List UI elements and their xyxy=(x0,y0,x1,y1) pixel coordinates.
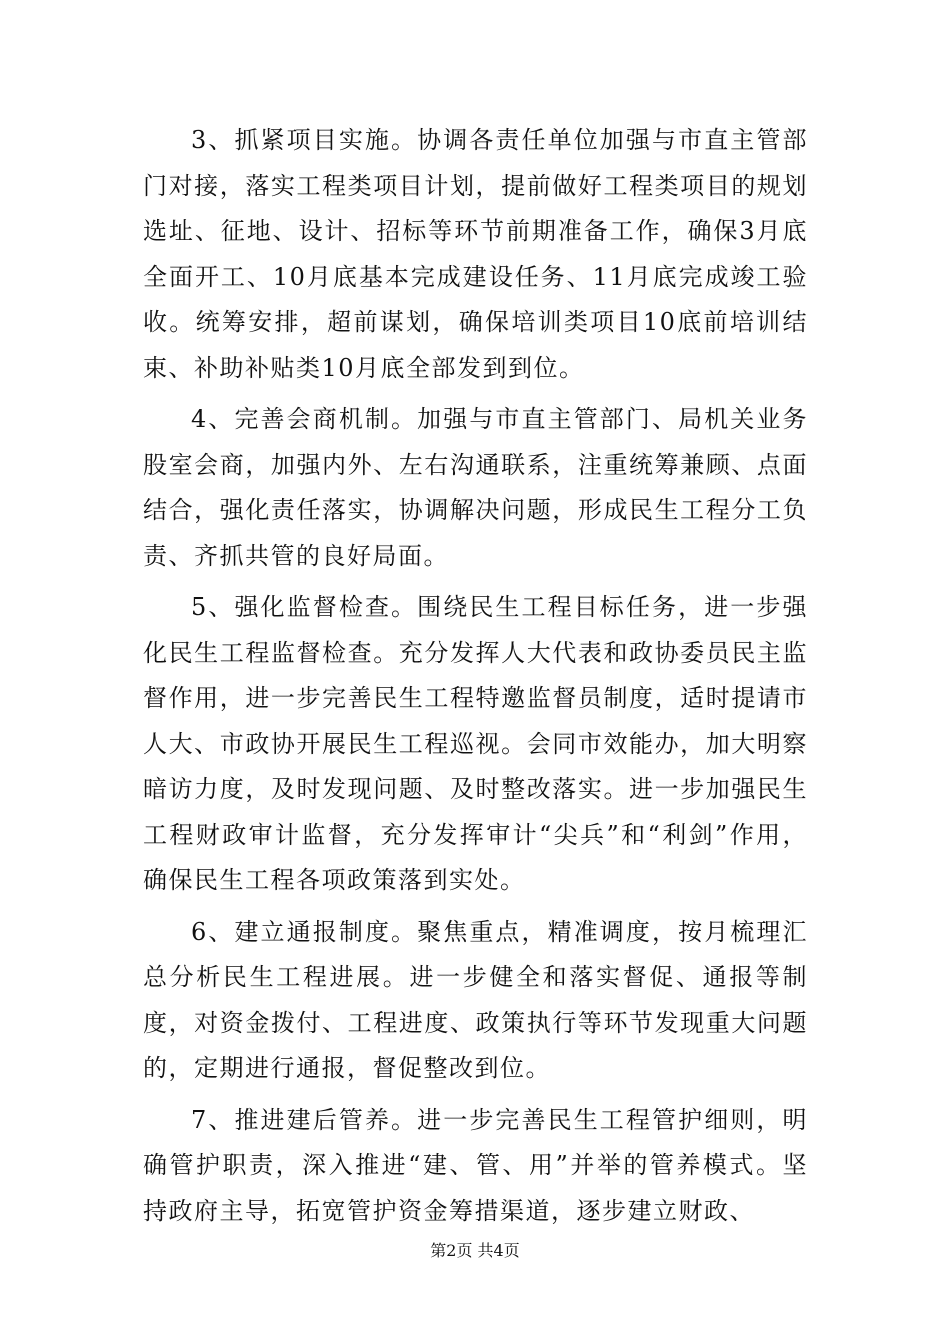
paragraph-item-3: 3、抓紧项目实施。协调各责任单位加强与市直主管部门对接，落实工程类项目计划，提前做好工程类项目的规划选址、征地、设计、招标等环节前期准备工作，确保3月底全面开工、10月底基本完成建设任务、11月底完成竣工验收。统筹安排，超前谋划，确保培训类项目10底前培训结束、补助补贴类10月底全部发到到位。 xyxy=(143,126,808,382)
document-body xyxy=(143,118,808,1240)
page-footer: 第2页 共4页 xyxy=(430,1241,520,1260)
paragraph-item-5: 5、强化监督检查。围绕民生工程目标任务，进一步强化民生工程监督检查。充分发挥人大代表和政协委员民主监督作用，进一步完善民生工程特邀监督员制度，适时提请市人大、市政协开展民生工程巡视。会同市效能办，加大明察暗访力度，及时发现问题、及时整改落实。进一步加强民生工程财政审计监督，充分发挥审计“尖兵”和“利剑”作用，确保民生工程各项政策落到实处。 xyxy=(143,593,808,894)
paragraph-item-7: 7、推进建后管养。进一步完善民生工程管护细则，明确管护职责，深入推进“建、管、用”并举的管养模式。坚持政府主导，拓宽管护资金筹措渠道，逐步建立财政、 xyxy=(143,1105,808,1225)
paragraph-item-6: 6、建立通报制度。聚焦重点，精准调度，按月梳理汇总分析民生工程进展。进一步健全和落实督促、通报等制度，对资金拨付、工程进度、政策执行等环节发现重大问题的，定期进行通报，督促整改到位。 xyxy=(143,917,808,1082)
paragraph-item-4: 4、完善会商机制。加强与市直主管部门、局机关业务股室会商，加强内外、左右沟通联系，注重统筹兼顾、点面结合，强化责任落实，协调解决问题，形成民生工程分工负责、齐抓共管的良好局面。 xyxy=(143,405,808,570)
